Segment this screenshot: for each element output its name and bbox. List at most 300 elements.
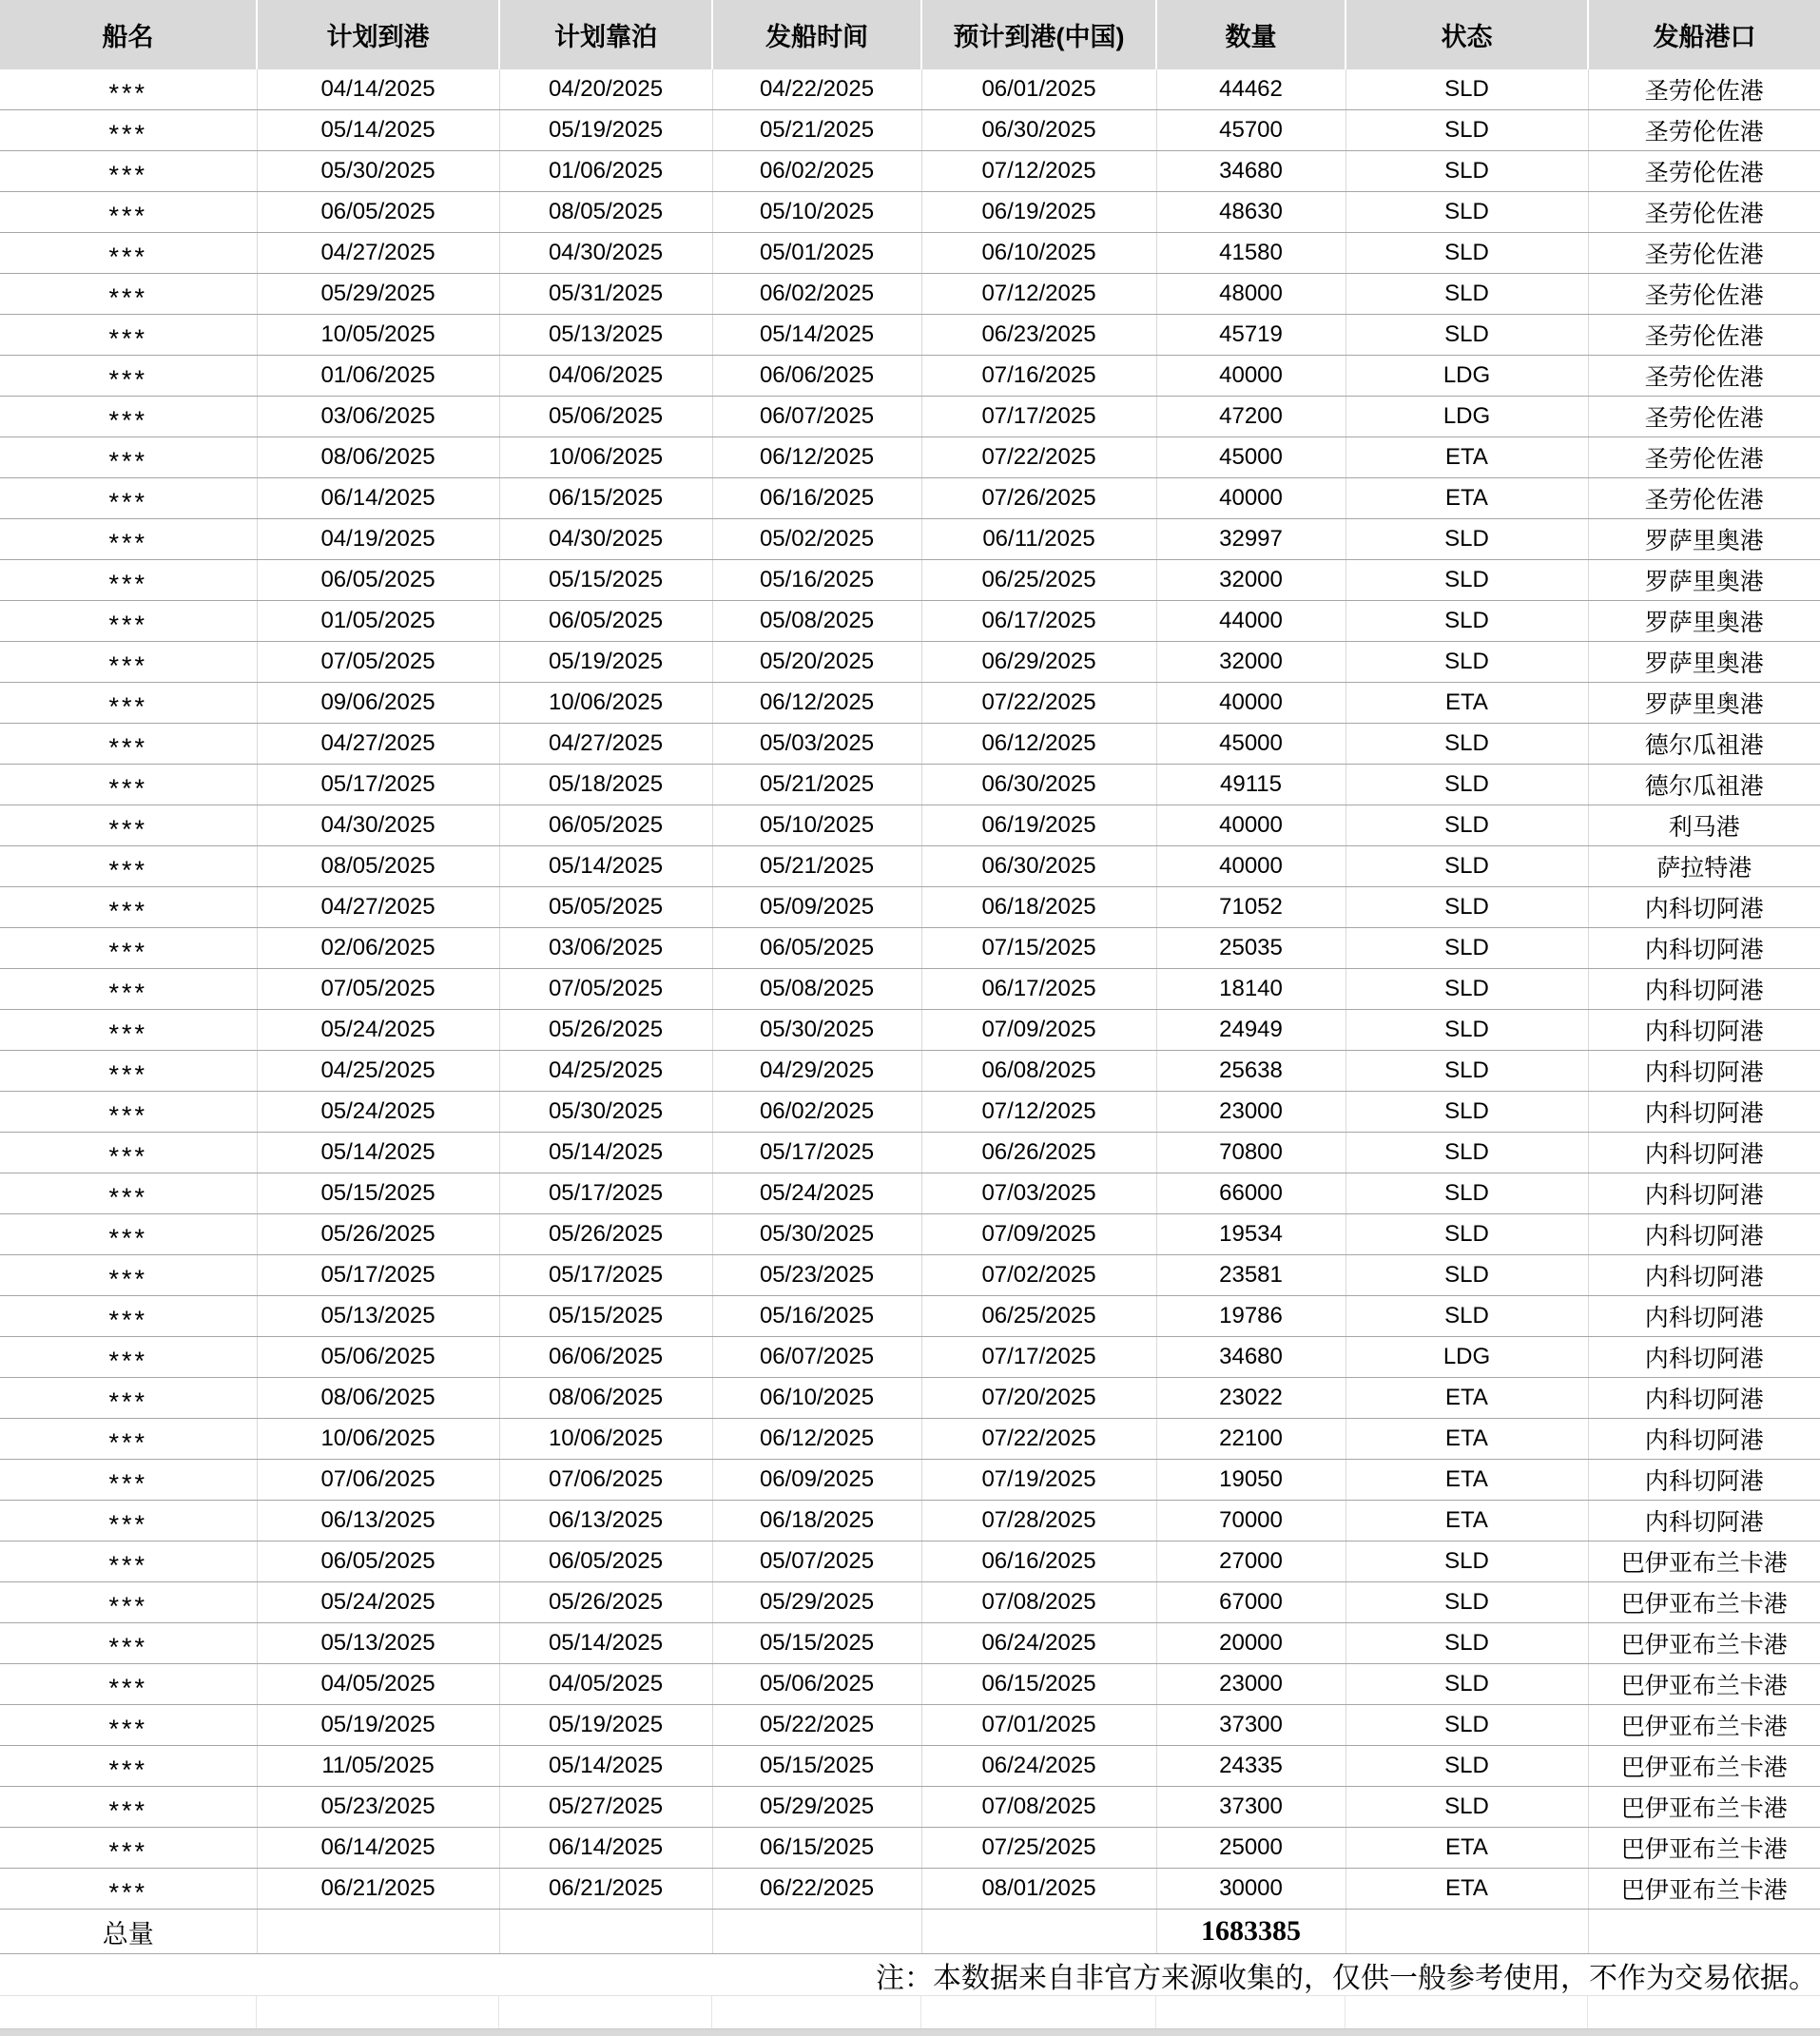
cell-ship_name[interactable] xyxy=(0,887,257,928)
cell-status[interactable]: SLD xyxy=(1346,1214,1588,1255)
cell-departure_port[interactable]: 圣劳伦佐港 xyxy=(1588,356,1820,397)
cell-departure_port[interactable]: 内科切阿港 xyxy=(1588,887,1820,928)
cell-ship_name[interactable] xyxy=(0,1214,257,1255)
cell-planned_arrival[interactable]: 06/05/2025 xyxy=(257,560,499,601)
cell-departure_port[interactable]: 内科切阿港 xyxy=(1588,1092,1820,1133)
cell-ship_name[interactable] xyxy=(0,846,257,887)
cell-status[interactable]: SLD xyxy=(1346,1010,1588,1051)
empty-cell[interactable] xyxy=(712,1996,921,2028)
cell-ship_name[interactable] xyxy=(0,1378,257,1419)
cell-quantity[interactable]: 71052 xyxy=(1156,887,1346,928)
cell-ship_name[interactable] xyxy=(0,928,257,969)
cell-planned_arrival[interactable]: 06/21/2025 xyxy=(257,1869,499,1910)
cell-quantity[interactable]: 45000 xyxy=(1156,437,1346,478)
cell-departure_port[interactable]: 罗萨里奥港 xyxy=(1588,519,1820,560)
cell-planned_arrival[interactable]: 06/05/2025 xyxy=(257,192,499,233)
cell-departure_port[interactable]: 罗萨里奥港 xyxy=(1588,642,1820,683)
cell-departure_time[interactable]: 05/21/2025 xyxy=(712,110,921,151)
cell-ship_name[interactable] xyxy=(0,683,257,724)
cell-eta_china[interactable]: 06/15/2025 xyxy=(921,1664,1156,1705)
cell-eta_china[interactable]: 07/15/2025 xyxy=(921,928,1156,969)
cell-status[interactable]: SLD xyxy=(1346,1051,1588,1092)
cell-quantity[interactable]: 20000 xyxy=(1156,1623,1346,1664)
cell-ship_name[interactable] xyxy=(0,1787,257,1828)
cell-planned_berth[interactable]: 04/20/2025 xyxy=(499,69,712,110)
cell-eta_china[interactable]: 06/17/2025 xyxy=(921,601,1156,642)
cell-ship_name[interactable] xyxy=(0,69,257,110)
cell-departure_time[interactable]: 05/23/2025 xyxy=(712,1255,921,1296)
cell-eta_china[interactable]: 07/17/2025 xyxy=(921,1337,1156,1378)
column-header-departure_time[interactable]: 发船时间 xyxy=(712,0,921,69)
cell-ship_name[interactable] xyxy=(0,1051,257,1092)
cell-eta_china[interactable]: 06/16/2025 xyxy=(921,1542,1156,1582)
cell-departure_port[interactable]: 内科切阿港 xyxy=(1588,1378,1820,1419)
cell-planned_arrival[interactable]: 05/14/2025 xyxy=(257,1133,499,1173)
cell-planned_arrival[interactable]: 06/13/2025 xyxy=(257,1501,499,1542)
cell-eta_china[interactable]: 06/29/2025 xyxy=(921,642,1156,683)
cell-planned_berth[interactable]: 05/19/2025 xyxy=(499,110,712,151)
cell-planned_berth[interactable]: 05/26/2025 xyxy=(499,1214,712,1255)
cell-status[interactable]: ETA xyxy=(1346,1378,1588,1419)
cell-ship_name[interactable] xyxy=(0,151,257,192)
cell-planned_berth[interactable]: 05/14/2025 xyxy=(499,846,712,887)
cell-planned_arrival[interactable]: 05/17/2025 xyxy=(257,765,499,805)
empty-cell[interactable] xyxy=(1156,1996,1346,2028)
empty-cell[interactable] xyxy=(921,1996,1156,2028)
cell-ship_name[interactable] xyxy=(0,1255,257,1296)
cell-status[interactable]: LDG xyxy=(1346,356,1588,397)
cell-planned_arrival[interactable]: 05/29/2025 xyxy=(257,274,499,315)
cell-quantity[interactable]: 45700 xyxy=(1156,110,1346,151)
cell-departure_time[interactable]: 04/29/2025 xyxy=(712,1051,921,1092)
cell-departure_port[interactable]: 罗萨里奥港 xyxy=(1588,601,1820,642)
empty-cell[interactable] xyxy=(1588,1996,1820,2028)
cell-departure_port[interactable]: 圣劳伦佐港 xyxy=(1588,192,1820,233)
cell-departure_time[interactable]: 06/07/2025 xyxy=(712,1337,921,1378)
cell-planned_arrival[interactable]: 07/05/2025 xyxy=(257,642,499,683)
cell-departure_time[interactable]: 05/15/2025 xyxy=(712,1623,921,1664)
cell-departure_time[interactable]: 05/29/2025 xyxy=(712,1787,921,1828)
cell-eta_china[interactable]: 06/17/2025 xyxy=(921,969,1156,1010)
cell-planned_berth[interactable]: 05/15/2025 xyxy=(499,560,712,601)
cell-eta_china[interactable]: 07/22/2025 xyxy=(921,683,1156,724)
cell-status[interactable]: LDG xyxy=(1346,1337,1588,1378)
cell-eta_china[interactable]: 06/10/2025 xyxy=(921,233,1156,274)
cell-planned_berth[interactable]: 05/17/2025 xyxy=(499,1173,712,1214)
cell-status[interactable]: ETA xyxy=(1346,437,1588,478)
cell-status[interactable]: SLD xyxy=(1346,233,1588,274)
cell-planned_berth[interactable]: 06/21/2025 xyxy=(499,1869,712,1910)
cell-departure_port[interactable]: 圣劳伦佐港 xyxy=(1588,69,1820,110)
cell-planned_arrival[interactable]: 05/24/2025 xyxy=(257,1092,499,1133)
cell-departure_time[interactable]: 05/03/2025 xyxy=(712,724,921,765)
cell-eta_china[interactable]: 06/24/2025 xyxy=(921,1746,1156,1787)
cell-departure_port[interactable]: 圣劳伦佐港 xyxy=(1588,478,1820,519)
cell-departure_port[interactable]: 内科切阿港 xyxy=(1588,928,1820,969)
cell-departure_port[interactable]: 内科切阿港 xyxy=(1588,1173,1820,1214)
cell-departure_port[interactable]: 圣劳伦佐港 xyxy=(1588,233,1820,274)
cell-planned_berth[interactable]: 05/19/2025 xyxy=(499,642,712,683)
cell-status[interactable]: ETA xyxy=(1346,1869,1588,1910)
cell-departure_port[interactable]: 罗萨里奥港 xyxy=(1588,683,1820,724)
column-header-departure_port[interactable]: 发船港口 xyxy=(1588,0,1820,69)
cell-status[interactable]: SLD xyxy=(1346,1255,1588,1296)
cell-planned_berth[interactable]: 08/06/2025 xyxy=(499,1378,712,1419)
cell-departure_time[interactable]: 06/22/2025 xyxy=(712,1869,921,1910)
cell-departure_time[interactable]: 05/10/2025 xyxy=(712,805,921,846)
cell-planned_berth[interactable]: 10/06/2025 xyxy=(499,437,712,478)
cell-departure_port[interactable]: 巴伊亚布兰卡港 xyxy=(1588,1582,1820,1623)
cell-eta_china[interactable]: 06/24/2025 xyxy=(921,1623,1156,1664)
cell-status[interactable]: ETA xyxy=(1346,1460,1588,1501)
cell-eta_china[interactable]: 07/12/2025 xyxy=(921,151,1156,192)
cell-eta_china[interactable]: 06/25/2025 xyxy=(921,1296,1156,1337)
cell-planned_berth[interactable]: 06/05/2025 xyxy=(499,601,712,642)
cell-ship_name[interactable] xyxy=(0,1133,257,1173)
cell-planned_berth[interactable]: 10/06/2025 xyxy=(499,683,712,724)
cell-quantity[interactable]: 25000 xyxy=(1156,1828,1346,1869)
cell-eta_china[interactable]: 06/30/2025 xyxy=(921,765,1156,805)
cell-quantity[interactable]: 23000 xyxy=(1156,1092,1346,1133)
cell-eta_china[interactable]: 07/16/2025 xyxy=(921,356,1156,397)
cell-status[interactable]: SLD xyxy=(1346,69,1588,110)
cell-planned_arrival[interactable]: 05/17/2025 xyxy=(257,1255,499,1296)
cell-ship_name[interactable] xyxy=(0,601,257,642)
cell-planned_berth[interactable]: 08/05/2025 xyxy=(499,192,712,233)
cell-planned_berth[interactable]: 05/17/2025 xyxy=(499,1255,712,1296)
cell-quantity[interactable]: 66000 xyxy=(1156,1173,1346,1214)
cell-quantity[interactable]: 67000 xyxy=(1156,1582,1346,1623)
cell-status[interactable]: LDG xyxy=(1346,397,1588,437)
cell-eta_china[interactable]: 07/02/2025 xyxy=(921,1255,1156,1296)
cell-eta_china[interactable]: 07/08/2025 xyxy=(921,1582,1156,1623)
cell-departure_time[interactable]: 05/08/2025 xyxy=(712,969,921,1010)
cell-planned_berth[interactable]: 05/13/2025 xyxy=(499,315,712,356)
cell-departure_port[interactable]: 德尔瓜祖港 xyxy=(1588,724,1820,765)
cell-quantity[interactable]: 40000 xyxy=(1156,846,1346,887)
cell-quantity[interactable]: 37300 xyxy=(1156,1787,1346,1828)
column-header-status[interactable]: 状态 xyxy=(1346,0,1588,69)
cell-ship_name[interactable] xyxy=(0,1746,257,1787)
cell-eta_china[interactable]: 06/01/2025 xyxy=(921,69,1156,110)
cell-departure_time[interactable]: 06/02/2025 xyxy=(712,151,921,192)
cell-planned_arrival[interactable]: 07/06/2025 xyxy=(257,1460,499,1501)
cell-quantity[interactable]: 44000 xyxy=(1156,601,1346,642)
cell-departure_port[interactable]: 萨拉特港 xyxy=(1588,846,1820,887)
cell-planned_arrival[interactable]: 04/14/2025 xyxy=(257,69,499,110)
cell-planned_arrival[interactable]: 04/27/2025 xyxy=(257,887,499,928)
cell-quantity[interactable]: 25638 xyxy=(1156,1051,1346,1092)
cell-ship_name[interactable] xyxy=(0,969,257,1010)
total-label-cell[interactable]: 总量 xyxy=(0,1910,257,1954)
cell-ship_name[interactable] xyxy=(0,519,257,560)
cell-status[interactable]: ETA xyxy=(1346,1828,1588,1869)
cell-eta_china[interactable]: 06/11/2025 xyxy=(921,519,1156,560)
cell-departure_time[interactable]: 06/09/2025 xyxy=(712,1460,921,1501)
cell-status[interactable]: SLD xyxy=(1346,1623,1588,1664)
column-header-ship_name[interactable]: 船名 xyxy=(0,0,257,69)
cell-status[interactable]: SLD xyxy=(1346,1664,1588,1705)
cell-planned_arrival[interactable]: 04/27/2025 xyxy=(257,724,499,765)
cell-planned_berth[interactable]: 05/06/2025 xyxy=(499,397,712,437)
cell-quantity[interactable]: 37300 xyxy=(1156,1705,1346,1746)
cell-quantity[interactable]: 19786 xyxy=(1156,1296,1346,1337)
cell-departure_port[interactable]: 巴伊亚布兰卡港 xyxy=(1588,1787,1820,1828)
cell-quantity[interactable]: 40000 xyxy=(1156,478,1346,519)
cell-status[interactable]: ETA xyxy=(1346,1419,1588,1460)
cell-planned_berth[interactable]: 04/30/2025 xyxy=(499,519,712,560)
cell-status[interactable]: SLD xyxy=(1346,560,1588,601)
cell-ship_name[interactable] xyxy=(0,1542,257,1582)
cell-departure_time[interactable]: 06/18/2025 xyxy=(712,1501,921,1542)
cell-departure_time[interactable]: 05/16/2025 xyxy=(712,560,921,601)
cell-planned_berth[interactable]: 06/05/2025 xyxy=(499,805,712,846)
cell-ship_name[interactable] xyxy=(0,1337,257,1378)
cell-departure_time[interactable]: 06/16/2025 xyxy=(712,478,921,519)
cell-eta_china[interactable]: 06/25/2025 xyxy=(921,560,1156,601)
cell-eta_china[interactable]: 07/28/2025 xyxy=(921,1501,1156,1542)
cell-planned_berth[interactable]: 04/05/2025 xyxy=(499,1664,712,1705)
cell-status[interactable]: ETA xyxy=(1346,1501,1588,1542)
cell-eta_china[interactable]: 06/30/2025 xyxy=(921,846,1156,887)
cell-planned_berth[interactable]: 04/06/2025 xyxy=(499,356,712,397)
cell-departure_time[interactable]: 05/14/2025 xyxy=(712,315,921,356)
cell-departure_time[interactable]: 06/02/2025 xyxy=(712,1092,921,1133)
cell-status[interactable]: SLD xyxy=(1346,110,1588,151)
cell-ship_name[interactable] xyxy=(0,805,257,846)
empty-cell[interactable] xyxy=(257,1996,499,2028)
cell-planned_arrival[interactable]: 05/14/2025 xyxy=(257,110,499,151)
total-quantity-cell[interactable]: 1683385 xyxy=(1156,1910,1346,1954)
cell-planned_arrival[interactable]: 05/26/2025 xyxy=(257,1214,499,1255)
column-header-eta_china[interactable]: 预计到港(中国) xyxy=(921,0,1156,69)
cell-planned_berth[interactable]: 05/27/2025 xyxy=(499,1787,712,1828)
empty-total-cell[interactable] xyxy=(257,1910,499,1954)
cell-planned_arrival[interactable]: 02/06/2025 xyxy=(257,928,499,969)
cell-planned_arrival[interactable]: 04/27/2025 xyxy=(257,233,499,274)
cell-status[interactable]: SLD xyxy=(1346,1296,1588,1337)
cell-planned_arrival[interactable]: 04/25/2025 xyxy=(257,1051,499,1092)
cell-departure_time[interactable]: 06/12/2025 xyxy=(712,683,921,724)
cell-departure_port[interactable]: 德尔瓜祖港 xyxy=(1588,765,1820,805)
empty-cell[interactable] xyxy=(0,1996,257,2028)
empty-cell[interactable] xyxy=(1346,1996,1588,2028)
cell-quantity[interactable]: 45000 xyxy=(1156,724,1346,765)
cell-planned_arrival[interactable]: 06/14/2025 xyxy=(257,1828,499,1869)
cell-ship_name[interactable] xyxy=(0,1460,257,1501)
cell-planned_berth[interactable]: 05/05/2025 xyxy=(499,887,712,928)
cell-departure_port[interactable]: 巴伊亚布兰卡港 xyxy=(1588,1542,1820,1582)
cell-planned_arrival[interactable]: 05/13/2025 xyxy=(257,1296,499,1337)
cell-planned_arrival[interactable]: 05/23/2025 xyxy=(257,1787,499,1828)
cell-planned_arrival[interactable]: 05/06/2025 xyxy=(257,1337,499,1378)
cell-departure_time[interactable]: 05/21/2025 xyxy=(712,765,921,805)
cell-ship_name[interactable] xyxy=(0,356,257,397)
cell-eta_china[interactable]: 06/19/2025 xyxy=(921,805,1156,846)
cell-quantity[interactable]: 44462 xyxy=(1156,69,1346,110)
cell-departure_port[interactable]: 圣劳伦佐港 xyxy=(1588,315,1820,356)
cell-ship_name[interactable] xyxy=(0,1828,257,1869)
cell-quantity[interactable]: 48630 xyxy=(1156,192,1346,233)
cell-planned_arrival[interactable]: 04/19/2025 xyxy=(257,519,499,560)
cell-ship_name[interactable] xyxy=(0,1705,257,1746)
cell-quantity[interactable]: 41580 xyxy=(1156,233,1346,274)
cell-quantity[interactable]: 70000 xyxy=(1156,1501,1346,1542)
cell-eta_china[interactable]: 07/25/2025 xyxy=(921,1828,1156,1869)
cell-planned_berth[interactable]: 06/13/2025 xyxy=(499,1501,712,1542)
cell-eta_china[interactable]: 07/20/2025 xyxy=(921,1378,1156,1419)
cell-departure_time[interactable]: 05/16/2025 xyxy=(712,1296,921,1337)
cell-ship_name[interactable] xyxy=(0,1092,257,1133)
cell-eta_china[interactable]: 06/08/2025 xyxy=(921,1051,1156,1092)
cell-departure_time[interactable]: 05/17/2025 xyxy=(712,1133,921,1173)
cell-status[interactable]: SLD xyxy=(1346,724,1588,765)
cell-planned_berth[interactable]: 07/06/2025 xyxy=(499,1460,712,1501)
cell-planned_arrival[interactable]: 08/05/2025 xyxy=(257,846,499,887)
cell-eta_china[interactable]: 06/30/2025 xyxy=(921,110,1156,151)
cell-quantity[interactable]: 30000 xyxy=(1156,1869,1346,1910)
empty-total-cell[interactable] xyxy=(921,1910,1156,1954)
cell-planned_arrival[interactable]: 10/06/2025 xyxy=(257,1419,499,1460)
cell-quantity[interactable]: 19050 xyxy=(1156,1460,1346,1501)
cell-ship_name[interactable] xyxy=(0,397,257,437)
cell-planned_arrival[interactable]: 05/24/2025 xyxy=(257,1582,499,1623)
cell-ship_name[interactable] xyxy=(0,315,257,356)
cell-departure_time[interactable]: 06/15/2025 xyxy=(712,1828,921,1869)
column-header-quantity[interactable]: 数量 xyxy=(1156,0,1346,69)
cell-planned_arrival[interactable]: 05/13/2025 xyxy=(257,1623,499,1664)
cell-quantity[interactable]: 19534 xyxy=(1156,1214,1346,1255)
cell-departure_port[interactable]: 巴伊亚布兰卡港 xyxy=(1588,1869,1820,1910)
cell-departure_port[interactable]: 内科切阿港 xyxy=(1588,1501,1820,1542)
cell-planned_berth[interactable]: 06/15/2025 xyxy=(499,478,712,519)
cell-ship_name[interactable] xyxy=(0,1010,257,1051)
cell-status[interactable]: SLD xyxy=(1346,274,1588,315)
cell-quantity[interactable]: 34680 xyxy=(1156,1337,1346,1378)
cell-ship_name[interactable] xyxy=(0,274,257,315)
cell-eta_china[interactable]: 06/19/2025 xyxy=(921,192,1156,233)
cell-quantity[interactable]: 45719 xyxy=(1156,315,1346,356)
cell-departure_port[interactable]: 圣劳伦佐港 xyxy=(1588,274,1820,315)
cell-planned_arrival[interactable]: 01/05/2025 xyxy=(257,601,499,642)
cell-ship_name[interactable] xyxy=(0,1501,257,1542)
cell-departure_port[interactable]: 内科切阿港 xyxy=(1588,1296,1820,1337)
cell-ship_name[interactable] xyxy=(0,765,257,805)
cell-planned_berth[interactable]: 05/26/2025 xyxy=(499,1010,712,1051)
cell-eta_china[interactable]: 07/01/2025 xyxy=(921,1705,1156,1746)
cell-departure_port[interactable]: 内科切阿港 xyxy=(1588,1419,1820,1460)
cell-planned_arrival[interactable]: 10/05/2025 xyxy=(257,315,499,356)
cell-departure_port[interactable]: 内科切阿港 xyxy=(1588,1010,1820,1051)
cell-departure_port[interactable]: 圣劳伦佐港 xyxy=(1588,110,1820,151)
cell-status[interactable]: SLD xyxy=(1346,519,1588,560)
cell-departure_port[interactable]: 巴伊亚布兰卡港 xyxy=(1588,1746,1820,1787)
cell-quantity[interactable]: 23581 xyxy=(1156,1255,1346,1296)
cell-eta_china[interactable]: 07/12/2025 xyxy=(921,274,1156,315)
cell-planned_arrival[interactable]: 08/06/2025 xyxy=(257,437,499,478)
cell-departure_time[interactable]: 05/06/2025 xyxy=(712,1664,921,1705)
cell-planned_berth[interactable]: 03/06/2025 xyxy=(499,928,712,969)
cell-eta_china[interactable]: 06/23/2025 xyxy=(921,315,1156,356)
cell-ship_name[interactable] xyxy=(0,1419,257,1460)
cell-ship_name[interactable] xyxy=(0,192,257,233)
cell-departure_port[interactable]: 内科切阿港 xyxy=(1588,1214,1820,1255)
cell-ship_name[interactable] xyxy=(0,642,257,683)
cell-status[interactable]: ETA xyxy=(1346,478,1588,519)
cell-quantity[interactable]: 23022 xyxy=(1156,1378,1346,1419)
cell-eta_china[interactable]: 06/12/2025 xyxy=(921,724,1156,765)
cell-quantity[interactable]: 48000 xyxy=(1156,274,1346,315)
cell-quantity[interactable]: 40000 xyxy=(1156,805,1346,846)
cell-departure_port[interactable]: 利马港 xyxy=(1588,805,1820,846)
cell-departure_time[interactable]: 04/22/2025 xyxy=(712,69,921,110)
cell-planned_arrival[interactable]: 05/24/2025 xyxy=(257,1010,499,1051)
empty-total-cell[interactable] xyxy=(1346,1910,1588,1954)
cell-eta_china[interactable]: 07/08/2025 xyxy=(921,1787,1156,1828)
cell-departure_port[interactable]: 巴伊亚布兰卡港 xyxy=(1588,1705,1820,1746)
cell-planned_berth[interactable]: 04/30/2025 xyxy=(499,233,712,274)
cell-departure_port[interactable]: 巴伊亚布兰卡港 xyxy=(1588,1664,1820,1705)
empty-total-cell[interactable] xyxy=(712,1910,921,1954)
cell-departure_time[interactable]: 05/24/2025 xyxy=(712,1173,921,1214)
cell-ship_name[interactable] xyxy=(0,1664,257,1705)
cell-status[interactable]: SLD xyxy=(1346,928,1588,969)
cell-eta_china[interactable]: 07/12/2025 xyxy=(921,1092,1156,1133)
cell-eta_china[interactable]: 07/22/2025 xyxy=(921,437,1156,478)
cell-status[interactable]: SLD xyxy=(1346,1582,1588,1623)
cell-departure_time[interactable]: 05/21/2025 xyxy=(712,846,921,887)
cell-eta_china[interactable]: 07/19/2025 xyxy=(921,1460,1156,1501)
cell-eta_china[interactable]: 07/17/2025 xyxy=(921,397,1156,437)
cell-ship_name[interactable] xyxy=(0,233,257,274)
cell-quantity[interactable]: 40000 xyxy=(1156,356,1346,397)
cell-departure_port[interactable]: 圣劳伦佐港 xyxy=(1588,437,1820,478)
cell-planned_berth[interactable]: 06/05/2025 xyxy=(499,1542,712,1582)
cell-ship_name[interactable] xyxy=(0,1582,257,1623)
cell-status[interactable]: SLD xyxy=(1346,192,1588,233)
cell-departure_time[interactable]: 05/08/2025 xyxy=(712,601,921,642)
cell-departure_time[interactable]: 06/10/2025 xyxy=(712,1378,921,1419)
cell-quantity[interactable]: 32997 xyxy=(1156,519,1346,560)
cell-quantity[interactable]: 32000 xyxy=(1156,560,1346,601)
cell-planned_arrival[interactable]: 09/06/2025 xyxy=(257,683,499,724)
cell-planned_arrival[interactable]: 07/05/2025 xyxy=(257,969,499,1010)
cell-status[interactable]: SLD xyxy=(1346,846,1588,887)
cell-eta_china[interactable]: 07/03/2025 xyxy=(921,1173,1156,1214)
cell-status[interactable]: SLD xyxy=(1346,601,1588,642)
cell-departure_port[interactable]: 内科切阿港 xyxy=(1588,1460,1820,1501)
cell-departure_port[interactable]: 内科切阿港 xyxy=(1588,1133,1820,1173)
cell-status[interactable]: SLD xyxy=(1346,1787,1588,1828)
cell-eta_china[interactable]: 07/22/2025 xyxy=(921,1419,1156,1460)
cell-planned_berth[interactable]: 05/14/2025 xyxy=(499,1623,712,1664)
cell-quantity[interactable]: 24335 xyxy=(1156,1746,1346,1787)
cell-planned_arrival[interactable]: 04/05/2025 xyxy=(257,1664,499,1705)
cell-planned_berth[interactable]: 05/31/2025 xyxy=(499,274,712,315)
cell-quantity[interactable]: 23000 xyxy=(1156,1664,1346,1705)
cell-departure_time[interactable]: 05/10/2025 xyxy=(712,192,921,233)
cell-status[interactable]: SLD xyxy=(1346,1133,1588,1173)
cell-departure_port[interactable]: 圣劳伦佐港 xyxy=(1588,151,1820,192)
cell-planned_berth[interactable]: 05/15/2025 xyxy=(499,1296,712,1337)
cell-status[interactable]: SLD xyxy=(1346,805,1588,846)
cell-planned_berth[interactable]: 05/26/2025 xyxy=(499,1582,712,1623)
cell-planned_berth[interactable]: 05/18/2025 xyxy=(499,765,712,805)
cell-planned_berth[interactable]: 04/27/2025 xyxy=(499,724,712,765)
cell-planned_arrival[interactable]: 08/06/2025 xyxy=(257,1378,499,1419)
cell-planned_arrival[interactable]: 01/06/2025 xyxy=(257,356,499,397)
cell-departure_time[interactable]: 05/07/2025 xyxy=(712,1542,921,1582)
